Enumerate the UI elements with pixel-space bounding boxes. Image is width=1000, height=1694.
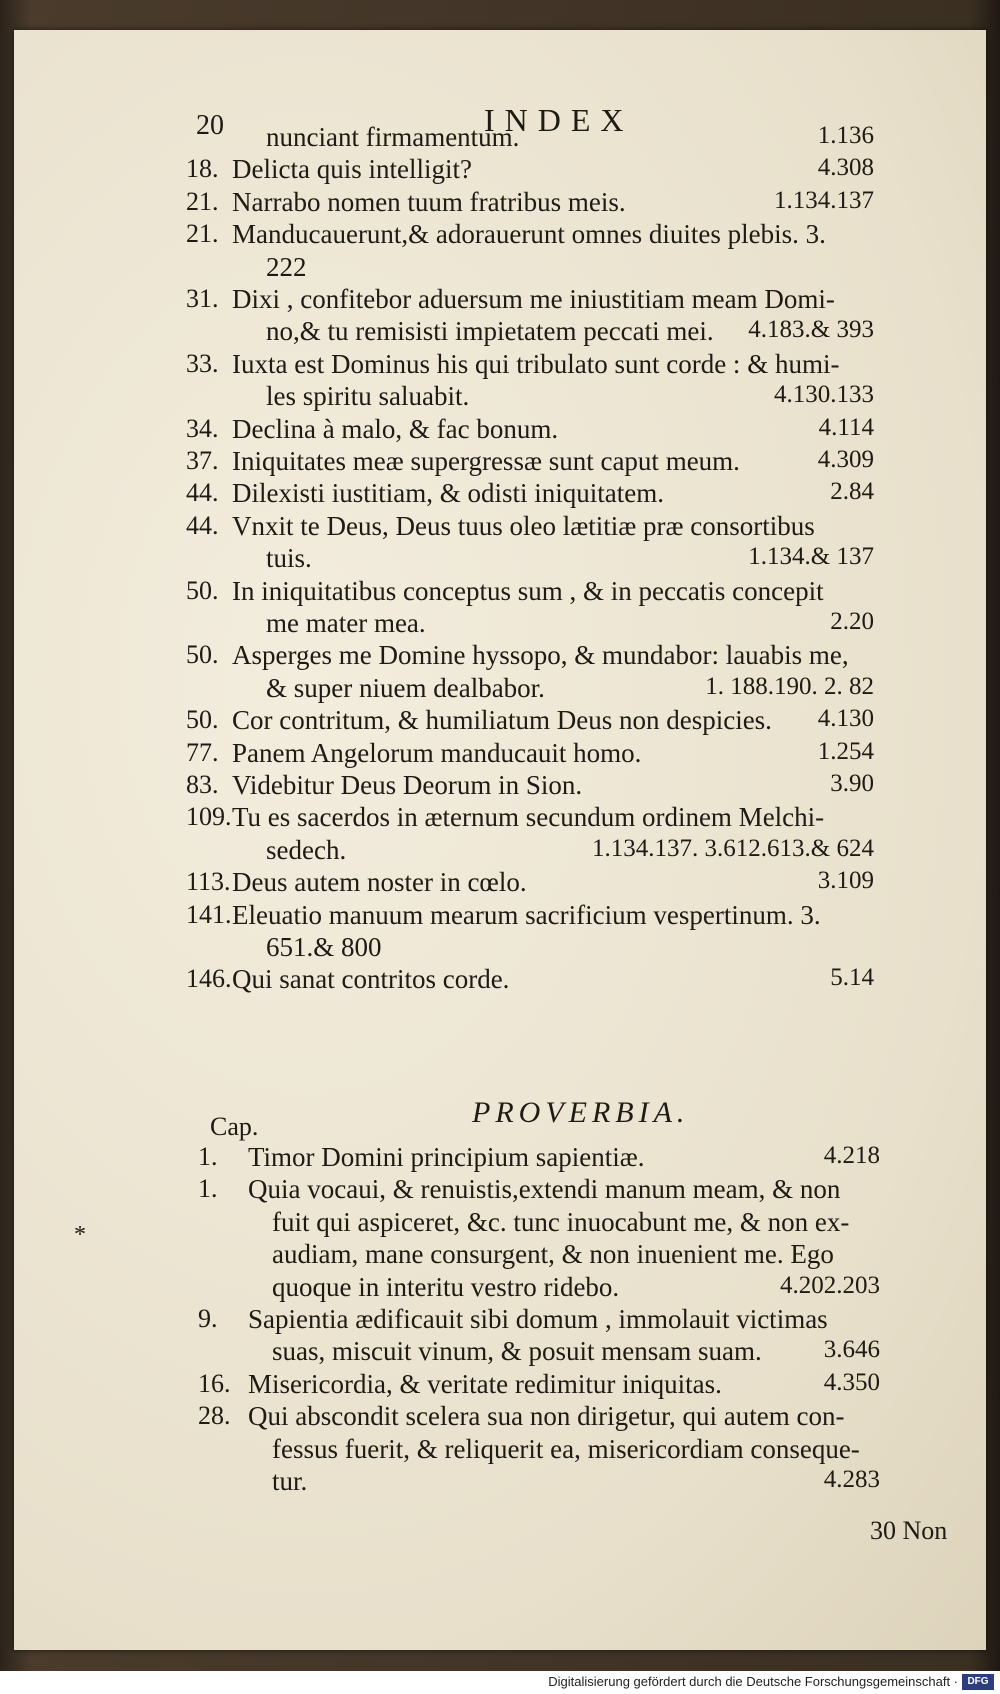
entry-reference: 4.202.203 — [780, 1271, 880, 1299]
entry-reference: 4.308 — [817, 154, 874, 182]
entry-number: 21. — [186, 186, 219, 216]
entry-text-line: 222 — [266, 251, 307, 282]
entry-number: 37. — [186, 446, 219, 475]
book-page — [14, 30, 986, 1650]
entry-number: 77. — [186, 737, 219, 767]
entry-text-line: me mater mea. — [266, 608, 426, 638]
entry-number: 1. — [198, 1142, 218, 1171]
entry-text-line: Vnxit te Deus, Deus tuus oleo lætitiæ præ consortibus — [232, 510, 815, 541]
entry-text-line: Manducauerunt,& adorauerunt omnes diuites plebis. 3. — [232, 219, 826, 250]
entry-reference: 5.14 — [830, 964, 874, 992]
entry-number: 44. — [186, 478, 219, 508]
entry-reference: 1. 188.190. 2. 82 — [705, 672, 874, 700]
entry-number: 28. — [198, 1401, 231, 1431]
entry-text-line: fessus fuerit, & reliquerit ea, misericordiam conseque- — [272, 1433, 860, 1464]
entry-text-line: Timor Domini principium sapientiæ. — [248, 1142, 645, 1172]
entry-reference: 2.20 — [830, 608, 874, 635]
entry-number: 50. — [186, 705, 219, 735]
entry-reference: 4.130 — [817, 705, 874, 733]
entry-text-line: Sapientia ædificauit sibi domum , immolauit victimas — [248, 1304, 828, 1334]
entry-reference: 4.283 — [823, 1466, 880, 1493]
entry-reference: 4.183.& 393 — [748, 316, 874, 344]
entry-text-line: suas, miscuit vinum, & posuit mensam suam. — [272, 1336, 762, 1367]
entry-text-line: Asperges me Domine hyssopo, & mundabor: lauabis me, — [232, 640, 849, 671]
entry-text-line: In iniquitatibus conceptus sum , & in peccatis concepit — [232, 575, 824, 606]
section-title: PROVERBIA. — [472, 1096, 690, 1129]
entry-number: 50. — [186, 575, 219, 605]
entry-number: 18. — [186, 154, 219, 184]
entry-text-line: nunciant firmamentum. — [266, 122, 520, 152]
entry-number: 83. — [186, 770, 219, 799]
entry-number: 21. — [186, 219, 219, 249]
entry-text-line: Deus autem noster in cœlo. — [232, 867, 527, 898]
entry-text-line: audiam, mane consurgent, & non inuenient me. Ego — [272, 1239, 834, 1270]
entry-text-line: Iniquitates meæ supergressæ sunt caput meum. — [232, 446, 740, 476]
entry-reference: 4.114 — [818, 413, 874, 441]
entry-number: 113. — [186, 867, 231, 897]
entry-number: 1. — [198, 1174, 218, 1204]
entry-reference: 3.646 — [823, 1336, 880, 1364]
entry-reference: 2.84 — [830, 478, 874, 506]
entry-text-line: Quia vocaui, & renuistis,extendi manum meam, & non — [248, 1174, 841, 1205]
entry-reference: 4.350 — [823, 1368, 880, 1396]
entry-number: 109. — [186, 802, 232, 832]
entry-reference: 1.134.137. 3.612.613.& 624 — [592, 834, 874, 862]
entry-reference: 1.136 — [817, 122, 874, 149]
digitization-footer — [0, 1671, 1000, 1694]
entry-number: 44. — [186, 510, 219, 540]
entry-text-line: fuit qui aspiceret, &c. tunc inuocabunt me, & non ex- — [272, 1206, 850, 1237]
entry-text-line: & super niuem dealbabor. — [266, 672, 545, 703]
entry-text-line: les spiritu saluabit. — [266, 381, 470, 412]
entry-text-line: tur. — [272, 1466, 308, 1496]
page-number: 20 — [196, 110, 224, 141]
entry-reference: 3.90 — [830, 770, 874, 797]
entry-reference: 1.134.137 — [774, 186, 874, 214]
entry-text-line: no,& tu remisisti impietatem peccati mei. — [266, 316, 714, 347]
entry-number: 16. — [198, 1368, 231, 1398]
entry-text-line: Eleuatio manuum mearum sacrificium vespertinum. 3. — [232, 899, 821, 930]
entry-reference: 4.218 — [823, 1142, 880, 1169]
entry-text-line: Qui abscondit scelera sua non dirigetur, qui autem con- — [248, 1401, 845, 1432]
entry-number: 141. — [186, 899, 232, 929]
entry-number: 34. — [186, 413, 219, 443]
entry-text-line: 651.& 800 — [266, 932, 382, 962]
cap-label: Cap. — [210, 1112, 259, 1141]
entry-number: 31. — [186, 284, 219, 313]
entry-text-line: tuis. — [266, 543, 312, 574]
margin-mark: * — [74, 1222, 86, 1248]
dfg-logo: DFG — [962, 1674, 994, 1690]
entry-number: 50. — [186, 640, 219, 670]
entry-text-line: Declina à malo, & fac bonum. — [232, 413, 559, 444]
entry-text-line: Dixi , confitebor aduersum me iniustitiam meam Domi- — [232, 284, 835, 314]
entry-text-line: Qui sanat contritos corde. — [232, 964, 510, 995]
entry-reference: 4.130.133 — [774, 381, 874, 409]
entry-text-line: quoque in interitu vestro ridebo. — [272, 1271, 620, 1302]
entry-text-line: Panem Angelorum manducauit homo. — [232, 737, 642, 768]
entry-number: 9. — [198, 1304, 218, 1333]
entry-reference: 1.134.& 137 — [748, 543, 874, 571]
entry-reference: 3.109 — [817, 867, 874, 895]
entry-text-line: Narrabo nomen tuum fratribus meis. — [232, 186, 626, 217]
catchword: 30 Non — [870, 1516, 948, 1545]
entry-reference: 1.254 — [817, 737, 874, 765]
entry-number: 146. — [186, 964, 232, 994]
entry-text-line: Dilexisti iustitiam, & odisti iniquitatem. — [232, 478, 664, 509]
entry-text-line: sedech. — [266, 834, 347, 865]
entry-text-line: Misericordia, & veritate redimitur iniquitas. — [248, 1368, 722, 1399]
entry-number: 33. — [186, 348, 219, 378]
entry-reference: 4.309 — [817, 446, 874, 473]
entry-text-line: Videbitur Deus Deorum in Sion. — [232, 770, 583, 800]
footer-credit: Digitalisierung gefördert durch die Deutsche Forschungsgemeinschaft · — [548, 1674, 958, 1689]
entry-text-line: Iuxta est Dominus his qui tribulato sunt corde : & humi- — [232, 348, 840, 379]
running-title: INDEX — [484, 102, 634, 138]
entry-text-line: Delicta quis intelligit? — [232, 154, 472, 185]
entry-text-line: Tu es sacerdos in æternum secundum ordinem Melchi- — [232, 802, 825, 833]
entry-text-line: Cor contritum, & humiliatum Deus non despicies. — [232, 705, 772, 736]
